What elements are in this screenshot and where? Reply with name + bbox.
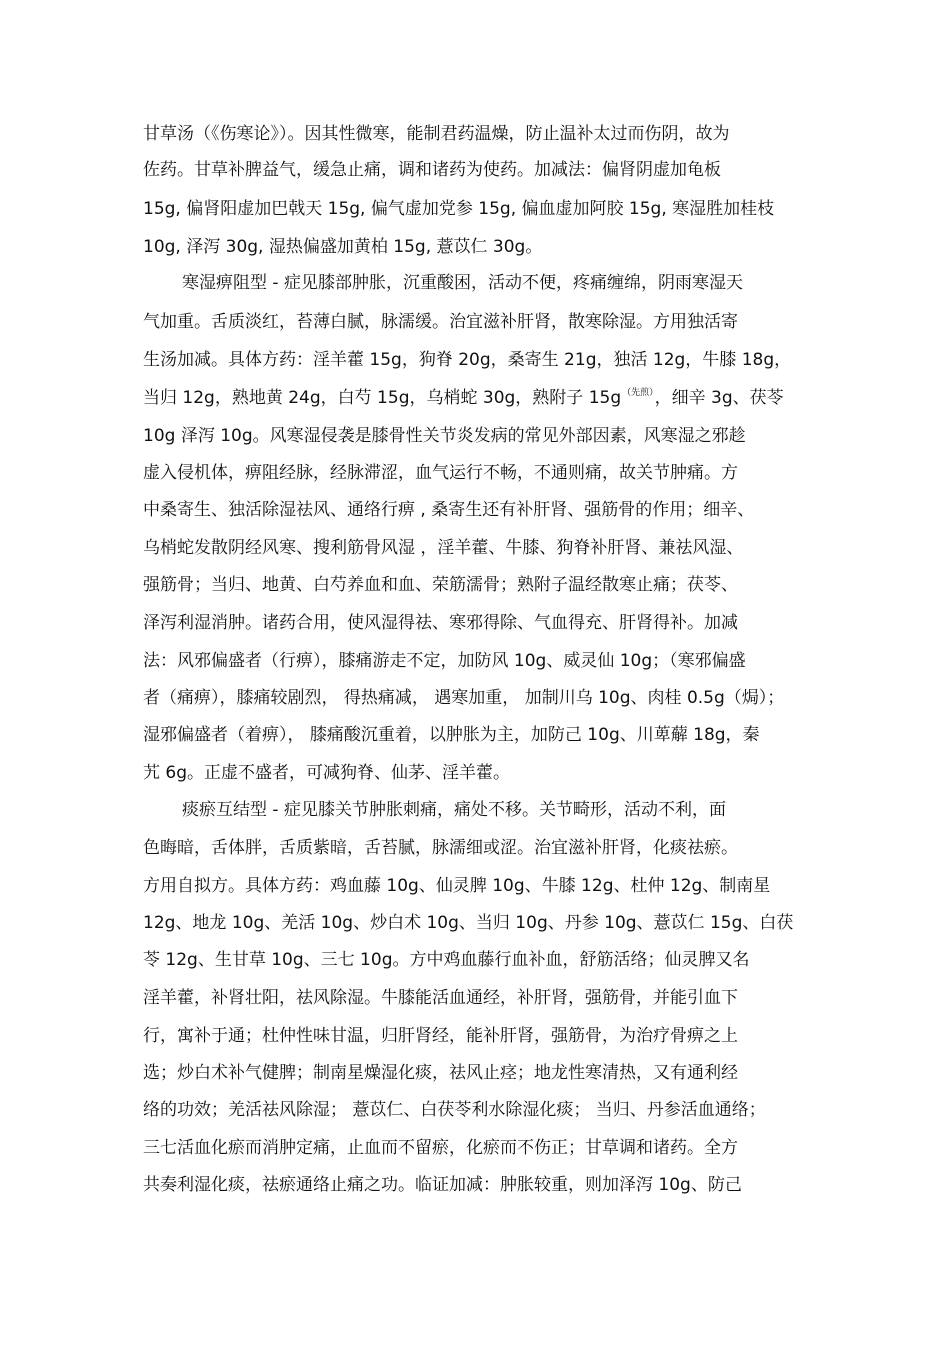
text-line: 共奏利湿化痰，祛瘀通络止痛之功。临证加减：肿胀较重，则加泽泻 10g、防己	[143, 1175, 742, 1195]
text-line: 法：风邪偏盛者（行痹），膝痛游走不定，加防风 10g、威灵仙 10g；（寒邪偏盛	[143, 651, 746, 671]
text-line: 10g, 泽泻 30g, 湿热偏盛加黄柏 15g, 薏苡仁 30g。	[143, 237, 543, 257]
text-line: 者（痛痹），膝痛较剧烈， 得热痛减， 遇寒加重， 加制川乌 10g、肉桂 0.5g（焗）；	[143, 688, 785, 708]
text-line: 选；炒白术补气健脾；制南星燥湿化痰，祛风止痉；地龙性寒清热，又有通利经	[143, 1063, 738, 1083]
text-line: 泽泻利湿消肿。诸药合用，使风湿得祛、寒邪得除、气血得充、肝肾得补。加减	[143, 613, 738, 633]
text-line: 三七活血化瘀而消肿定痛，止血而不留瘀，化瘀而不伤正；甘草调和诸药。全方	[143, 1138, 738, 1158]
text-line: 艽 6g。正虚不盛者，可减狗脊、仙茅、淫羊藿。	[143, 763, 511, 783]
text-line: 15g, 偏肾阳虚加巴戟天 15g, 偏气虚加党参 15g, 偏血虚加阿胶 15g, 寒湿胜加桂枝	[143, 199, 775, 219]
text-segment: 当归 12g，熟地黄 24g，白芍 15g，乌梢蛇 30g，熟附子 15g	[143, 388, 622, 408]
text-line: 络的功效；羌活祛风除湿； 薏苡仁、白茯苓利水除湿化痰； 当归、丹参活血通络；	[143, 1100, 766, 1120]
text-line: 湿邪偏盛者（着痹）， 膝痛酸沉重着，以肿胀为主，加防己 10g、川萆薢 18g，秦	[143, 725, 760, 745]
section-heading-line: 痰瘀互结型 - 症见膝关节肿胀刺痛，痛处不移。关节畸形，活动不利，面	[182, 800, 726, 820]
text-line: 乌梢蛇发散阴经风寒、搜利筋骨风湿 ，淫羊藿、牛膝、狗脊补肝肾、兼祛风湿、	[143, 538, 744, 558]
text-line: 方用自拟方。具体方药：鸡血藤 10g、仙灵脾 10g、牛膝 12g、杜仲 12g、制南星	[143, 876, 771, 896]
text-line: 色晦暗，舌体胖，舌质紫暗，舌苔腻，脉濡细或涩。治宜滋补肝肾，化痰祛瘀。	[143, 838, 738, 858]
text-line: 淫羊藿，补肾壮阳，祛风除湿。牛膝能活血通经，补肝肾，强筋骨，并能引血下	[143, 988, 738, 1008]
section-heading-line: 寒湿痹阻型 - 症见膝部肿胀，沉重酸困，活动不便，疼痛缠绵，阴雨寒湿天	[182, 273, 743, 293]
text-line: 12g、地龙 10g、羌活 10g、炒白术 10g、当归 10g、丹参 10g、薏苡仁 15g、白茯	[143, 913, 794, 933]
text-line: 10g 泽泻 10g。风寒湿侵袭是膝骨性关节炎发病的常见外部因素，风寒湿之邪趁	[143, 426, 746, 446]
text-line: 生汤加减。具体方药：淫羊藿 15g，狗脊 20g，桑寄生 21g，独活 12g，牛膝 18g，	[143, 350, 792, 370]
text-line: 虚入侵机体，痹阻经脉，经脉滞涩，血气运行不畅，不通则痛，故关节肿痛。方	[143, 463, 738, 483]
text-segment: ，细辛 3g、茯苓	[654, 388, 784, 408]
superscript-note: （先煎）	[622, 388, 654, 398]
text-line: 苓 12g、生甘草 10g、三七 10g。方中鸡血藤行血补血，舒筋活络；仙灵脾又名	[143, 950, 750, 970]
text-line-with-note	[143, 387, 784, 412]
text-line: 气加重。舌质淡红，苔薄白腻，脉濡缓。治宜滋补肝肾，散寒除湿。方用独活寄	[143, 312, 738, 332]
text-line: 佐药。甘草补脾益气，缓急止痛，调和诸药为使药。加减法：偏肾阴虚加龟板	[143, 160, 721, 180]
text-line: 甘草汤（《伤寒论》）。因其性微寒，能制君药温燥，防止温补太过而伤阴，故为	[143, 124, 730, 144]
text-line: 行，寓补于通；杜仲性味甘温，归肝肾经，能补肝肾，强筋骨，为治疗骨痹之上	[143, 1026, 738, 1046]
text-line: 中桑寄生、独活除湿祛风、通络行痹 , 桑寄生还有补肝肾、强筋骨的作用；细辛、	[143, 500, 755, 520]
text-line: 强筋骨；当归、地黄、白芍养血和血、荣筋濡骨；熟附子温经散寒止痛；茯苓、	[143, 575, 738, 595]
